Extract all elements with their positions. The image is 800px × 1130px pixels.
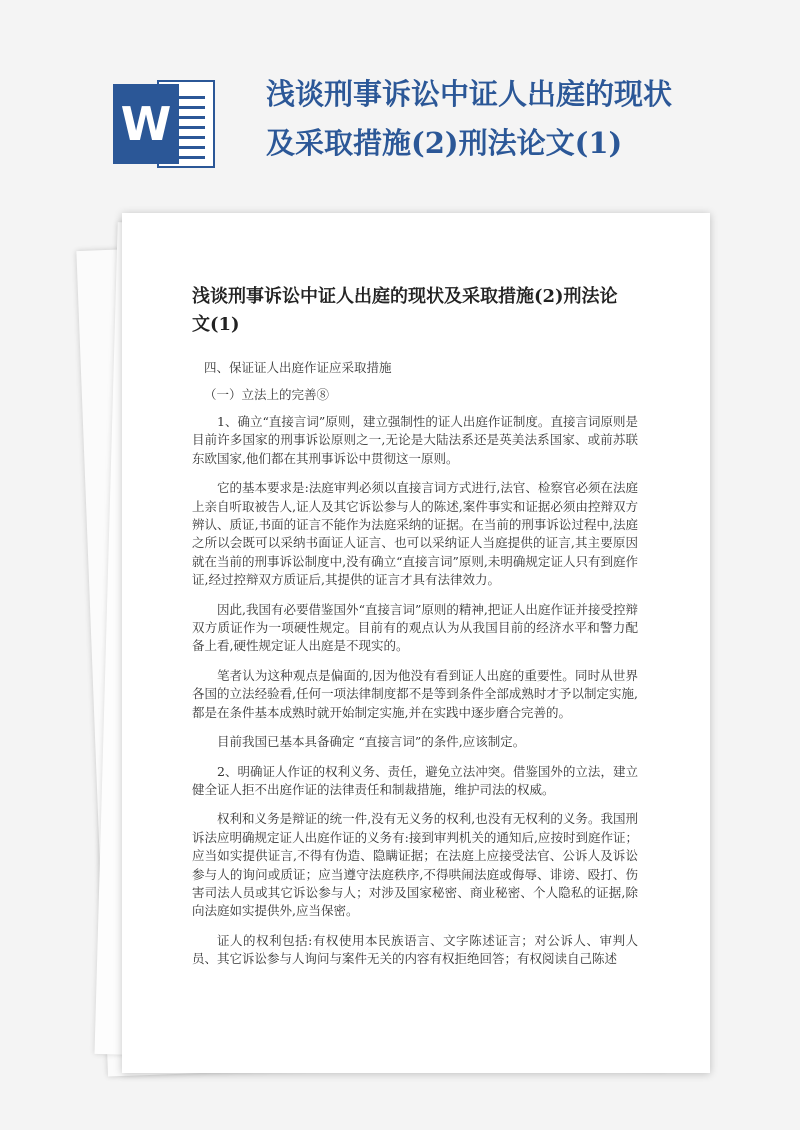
word-document-icon	[113, 72, 217, 176]
paragraph: 2、明确证人作证的权利义务、责任，避免立法冲突。借鉴国外的立法，建立健全证人拒不出庭作证的法律责任和制裁措施，维护司法的权威。	[192, 763, 638, 797]
paragraph: 目前我国已基本具备确定 “直接言词”的条件,应该制定。	[217, 734, 526, 750]
paragraph: 证人的权利包括:有权使用本民族语言、文字陈述证言；对公诉人、审判人员、其它诉讼参与人询问与案件无关的内容有权拒绝回答；有权阅读自己陈述	[192, 932, 638, 967]
paragraph: 它的基本要求是:法庭审判必须以直接言词方式进行,法官、检察官必须在法庭上亲自听取被告人,证人及其它诉讼参与人的陈述,案件事实和证据必须由控辩双方辨认、质证,书面的证言不能作为法庭采纳的证据。在当前的刑事诉讼过程中,法庭之所以会既可以采纳书面证人证言、也可以采纳证人当庭提供的证言,其主要原因就在当前的刑事诉讼制度中,没有确立“直接言词”原则,未明确规定证人只有到庭作证,经过控辩双方质证后,其提供的证言才具有法律效力。	[192, 480, 638, 588]
paragraph: 1、确立“直接言词”原则，建立强制性的证人出庭作证制度。直接言词原则是目前许多国家的刑事诉讼原则之一,无论是大陆法系还是英美法系国家、或前苏联东欧国家,他们都在其刑事诉讼中贯彻这一原则。	[192, 414, 638, 466]
section-heading: 四、保证证人出庭作证应采取措施	[204, 360, 392, 375]
subsection-heading: （一）立法上的完善⑧	[204, 387, 330, 402]
document-page	[122, 213, 710, 1073]
document-header-title: 浅谈刑事诉讼中证人出庭的现状及采取措施(2)刑法论文(1)	[266, 77, 673, 160]
paragraph: 笔者认为这种观点是偏面的,因为他没有看到证人出庭的重要性。同时从世界各国的立法经验看,任何一项法律制度都不是等到条件全部成熟时才予以制定实施,都是在条件基本成熟时就开始制定实施,并在实践中逐步磨合完善的。	[192, 667, 638, 720]
paragraph: 因此,我国有必要借鉴国外“直接言词”原则的精神,把证人出庭作证并接受控辩双方质证作为一项硬性规定。目前有的观点认为从我国目前的经济水平和警力配备上看,硬性规定证人出庭是不现实的。	[192, 601, 638, 654]
word-logo-letter: W	[113, 84, 179, 164]
paragraph: 权利和义务是辩证的统一件,没有无义务的权利,也没有无权利的义务。我国刑诉法应明确规定证人出庭作证的义务有:接到审判机关的通知后,应按时到庭作证；应当如实提供证言,不得有伪造、隐瞒证据；在法庭上应接受法官、公诉人及诉讼参与人的询问或质证；应当遵守法庭秩序,不得哄闹法庭或侮辱、诽谤、殴打、伤害司法人员或其它诉讼参与人；对涉及国家秘密、商业秘密、个人隐私的证据,除向法庭如实提供外,应当保密。	[192, 811, 638, 919]
document-body	[192, 413, 638, 980]
page-title: 浅谈刑事诉讼中证人出庭的现状及采取措施(2)刑法论文(1)	[192, 286, 618, 335]
